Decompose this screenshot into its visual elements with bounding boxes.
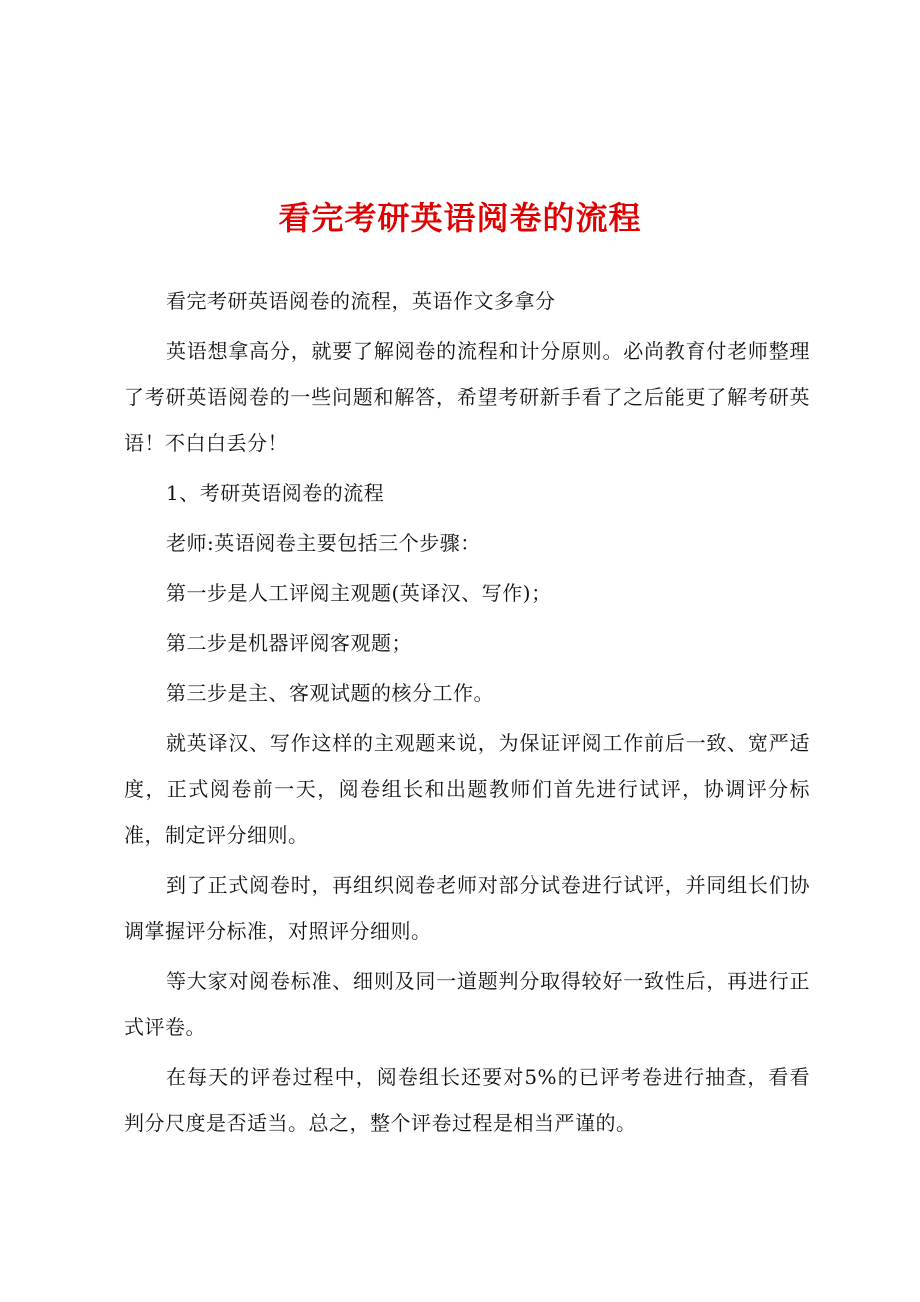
section-heading: 1、考研英语阅卷的流程 <box>166 481 385 505</box>
paragraph-steps-intro: 老师:英语阅卷主要包括三个步骤： <box>166 531 481 555</box>
paragraph-subtitle: 看完考研英语阅卷的流程，英语作文多拿分 <box>166 289 556 313</box>
paragraph-intro: 英语想拿高分，就要了解阅卷的流程和计分原则。必尚教育付老师整理了考研英语阅卷的一些问题和解答，希望考研新手看了之后能更了解考研英语！不白白丢分！ <box>124 339 810 455</box>
paragraph-step-3: 第三步是主、客观试题的核分工作。 <box>166 681 494 705</box>
paragraph-subjective-scoring: 就英译汉、写作这样的主观题来说，为保证评阅工作前后一致、宽严适度，正式阅卷前一天，阅卷组长和出题教师们首先进行试评，协调评分标准，制定评分细则。 <box>124 731 810 847</box>
paragraph-consistency: 等大家对阅卷标准、细则及同一道题判分取得较好一致性后，再进行正式评卷。 <box>124 969 810 1039</box>
paragraph-step-1: 第一步是人工评阅主观题(英译汉、写作)； <box>166 581 552 605</box>
paragraph-spot-check: 在每天的评卷过程中，阅卷组长还要对5%的已评考卷进行抽查，看看判分尺度是否适当。总之，整个评卷过程是相当严谨的。 <box>124 1065 810 1135</box>
document-title: 看完考研英语阅卷的流程 <box>278 199 642 237</box>
paragraph-formal-marking: 到了正式阅卷时，再组织阅卷老师对部分试卷进行试评，并同组长们协调掌握评分标准，对照评分细则。 <box>124 873 810 943</box>
paragraph-step-2: 第二步是机器评阅客观题； <box>166 631 412 655</box>
document-body <box>124 278 810 1146</box>
